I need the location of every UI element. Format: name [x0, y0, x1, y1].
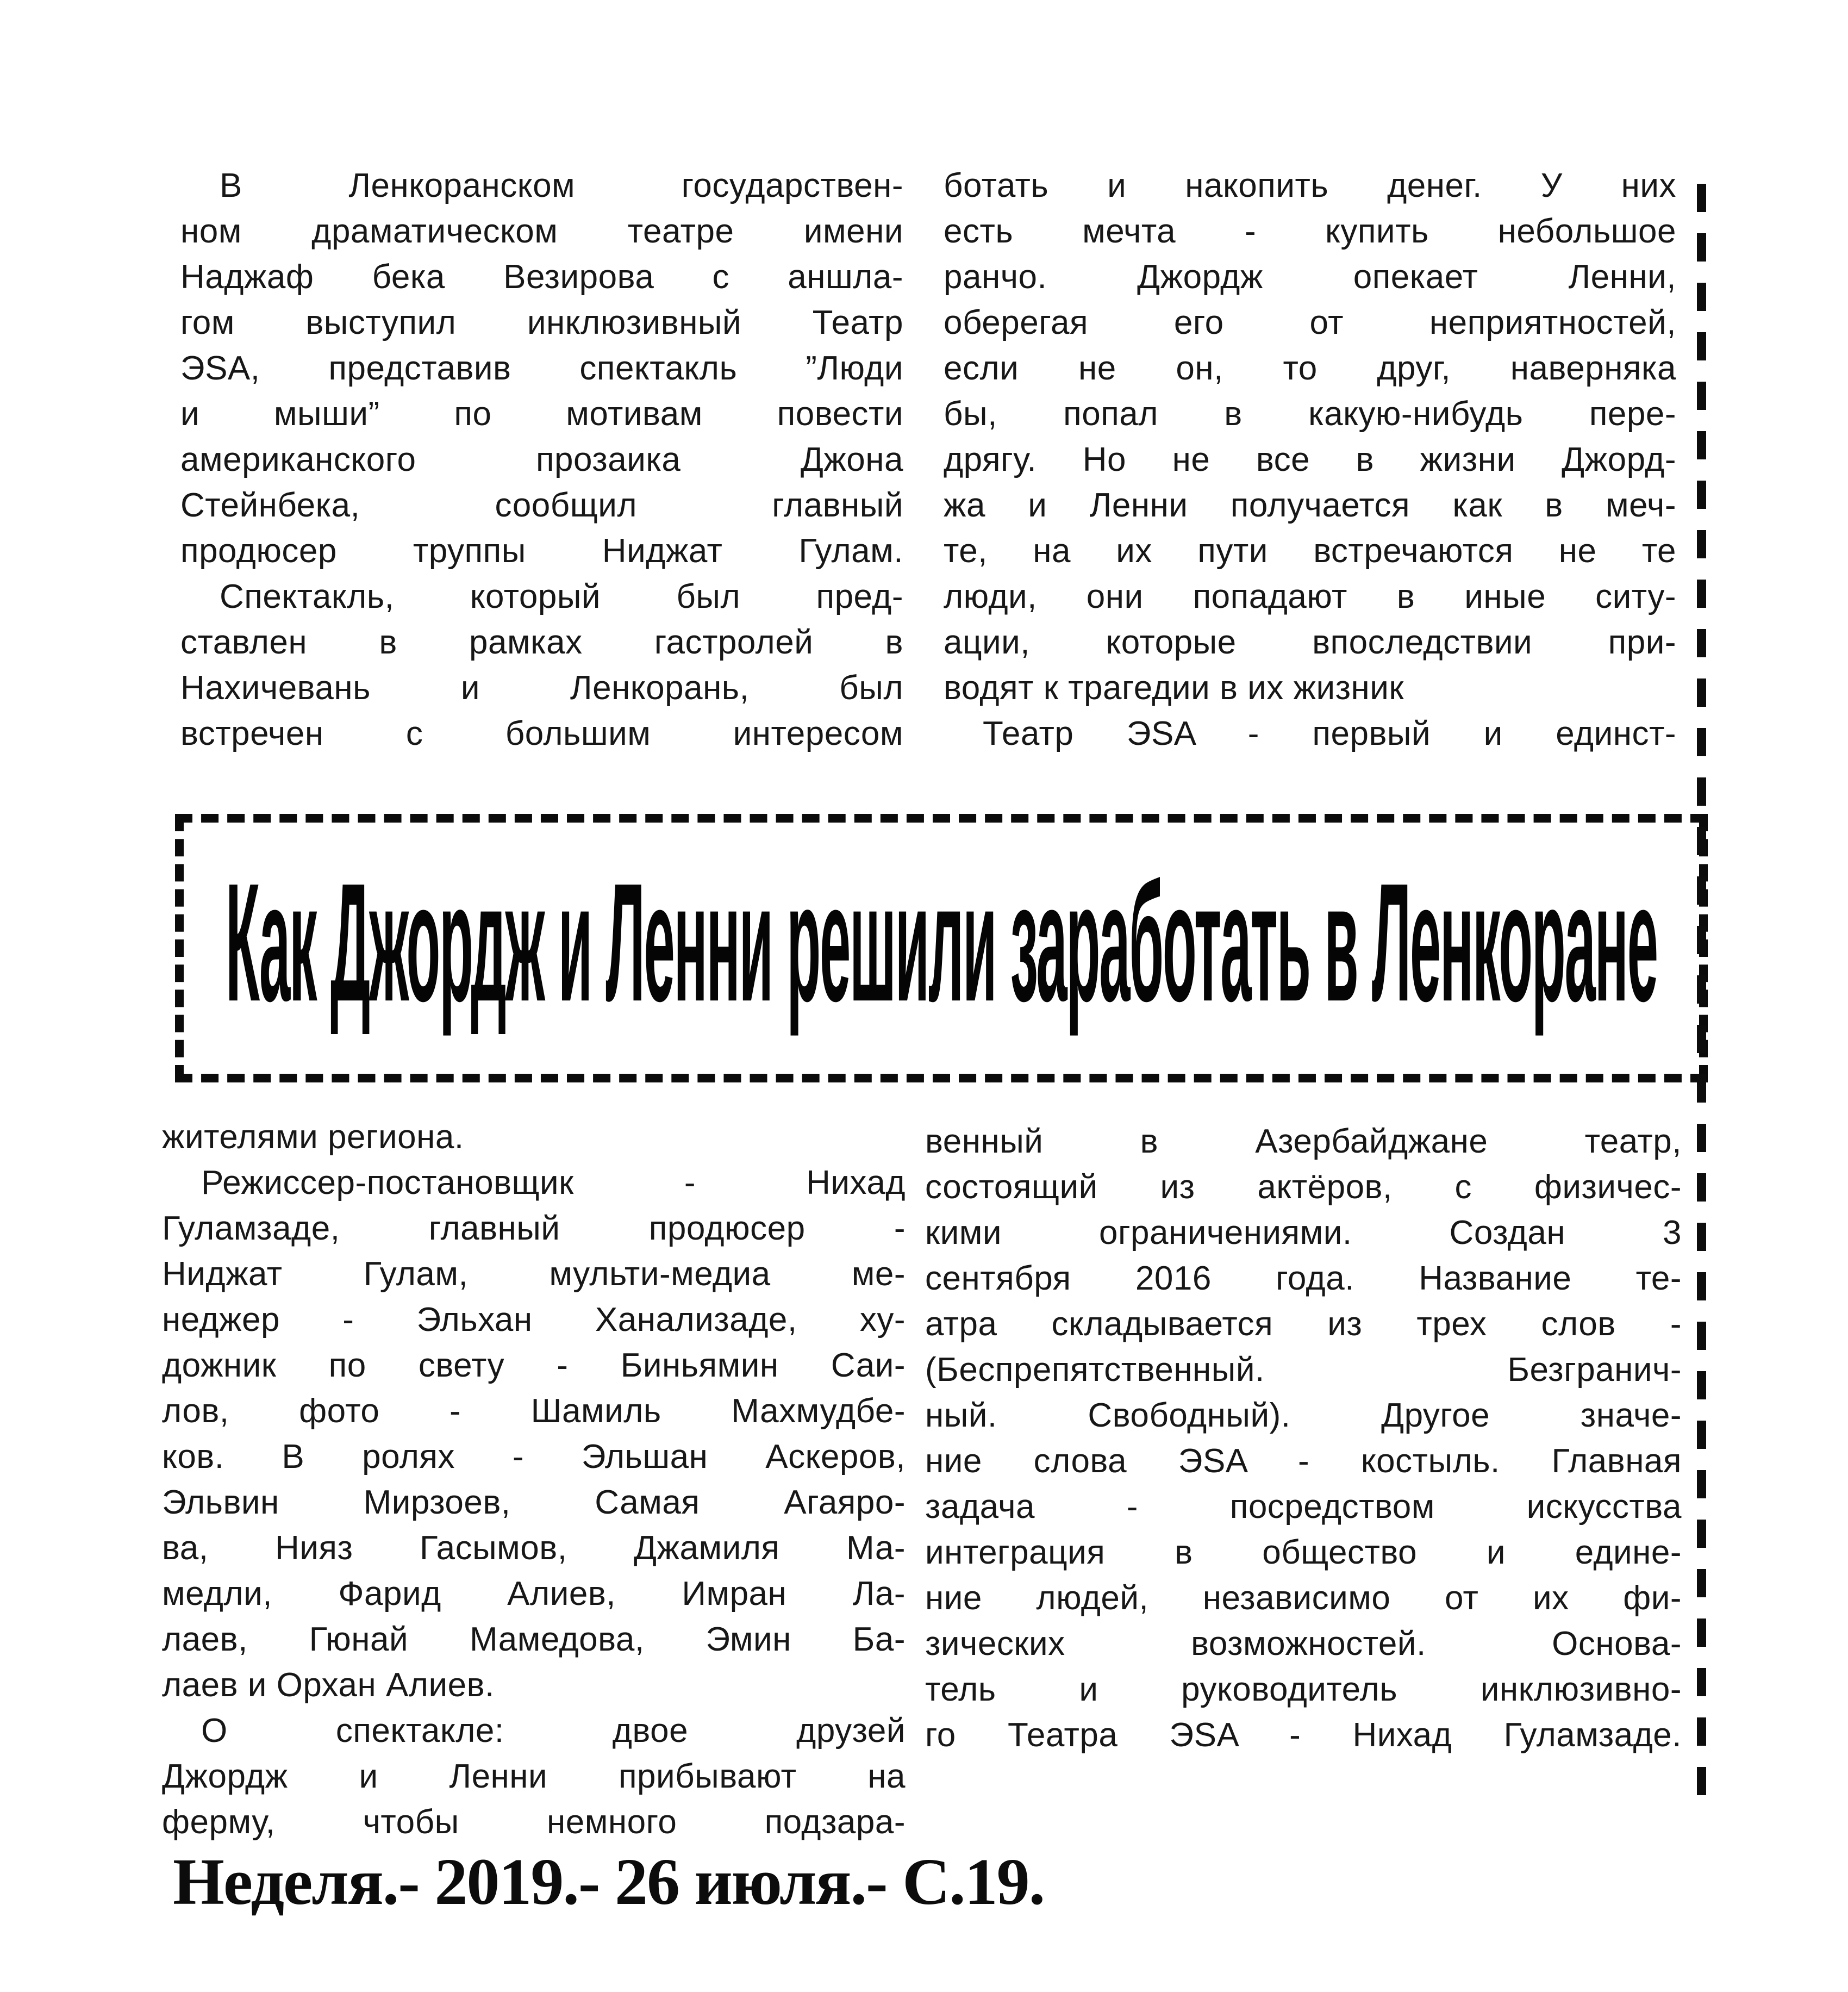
text-line: Ниджат Гулам, мульти-медиа ме-: [162, 1255, 906, 1293]
text-line: го Театра ЭSA - Нихад Гуламзаде.: [925, 1716, 1682, 1754]
text-line: В Ленкоранском государствен-: [220, 167, 903, 204]
text-line: ферму, чтобы немного подзара-: [162, 1803, 906, 1841]
text-line: ва, Нияз Гасымов, Джамиля Ма-: [162, 1529, 906, 1567]
text-line: венный в Азербайджане театр,: [925, 1123, 1682, 1160]
source-citation: Неделя.- 2019.- 26 июля.- С.19.: [173, 1845, 1045, 1919]
headline-dashed-box: [175, 814, 1708, 1082]
text-line: Гуламзаде, главный продюсер -: [162, 1210, 906, 1247]
text-line: и мыши” по мотивам повести: [180, 395, 903, 433]
text-line: состоящий из актёров, с физичес-: [925, 1168, 1682, 1206]
text-line: Эльвин Мирзоев, Самая Агаяро-: [162, 1484, 906, 1521]
text-line: гом выступил инклюзивный Театр: [180, 304, 903, 341]
text-line: Нахичевань и Ленкорань, был: [180, 669, 903, 707]
text-line: О спектакле: двое друзей: [201, 1712, 906, 1750]
text-line: жителями региона.: [162, 1118, 464, 1156]
text-line: сентября 2016 года. Название те-: [925, 1260, 1682, 1297]
text-line: встречен с большим интересом: [180, 715, 903, 752]
text-line: атра складывается из трех слов -: [925, 1305, 1682, 1343]
text-line: ние слова ЭSA - костыль. Главная: [925, 1442, 1682, 1480]
text-line: Джордж и Ленни прибывают на: [162, 1758, 906, 1795]
text-line: (Беспрепятственный. Безгранич-: [925, 1351, 1682, 1389]
text-line: лаев и Орхан Алиев.: [162, 1666, 495, 1704]
text-line: зических возможностей. Основа-: [925, 1625, 1682, 1663]
text-line: ставлен в рамках гастролей в: [180, 624, 903, 661]
text-line: кими ограничениями. Создан 3: [925, 1214, 1682, 1252]
text-line: бы, попал в какую-нибудь пере-: [944, 395, 1676, 433]
text-line: жа и Ленни получается как в меч-: [944, 487, 1676, 524]
text-line: лов, фото - Шамиль Махмудбе-: [162, 1392, 906, 1430]
text-line: американского прозаика Джона: [180, 441, 903, 478]
article-column-top-right: [944, 163, 1676, 757]
text-line: те, на их пути встречаются не те: [944, 532, 1676, 570]
text-line: тель и руководитель инклюзивно-: [925, 1671, 1682, 1708]
text-line: ации, которые впоследствии при-: [944, 624, 1676, 661]
text-line: продюсер труппы Ниджат Гулам.: [180, 532, 903, 570]
text-line: Наджаф бека Везирова с аншла-: [180, 258, 903, 296]
text-line: задача - посредством искусства: [925, 1488, 1682, 1526]
text-line: ЭSA, представив спектакль ”Люди: [180, 350, 903, 387]
text-line: ном драматическом театре имени: [180, 213, 903, 250]
text-line: если не он, то друг, наверняка: [944, 350, 1676, 387]
article-column-bottom-left: [162, 1115, 906, 1845]
article-column-top-left: [180, 163, 903, 757]
text-line: дрягу. Но не все в жизни Джорд-: [944, 441, 1676, 478]
text-line: ков. В ролях - Эльшан Аскеров,: [162, 1438, 906, 1476]
text-line: Спектакль, который был пред-: [220, 578, 903, 615]
text-line: неджер - Эльхан Ханализаде, ху-: [162, 1301, 906, 1339]
article-column-bottom-right: [925, 1119, 1682, 1758]
text-line: дожник по свету - Биньямин Саи-: [162, 1347, 906, 1384]
text-line: ботать и накопить денег. У них: [944, 167, 1676, 204]
text-line: Стейнбека, сообщил главный: [180, 487, 903, 524]
text-line: люди, они попадают в иные ситу-: [944, 578, 1676, 615]
text-line: ранчо. Джордж опекает Ленни,: [944, 258, 1676, 296]
text-line: ный. Свободный). Другое значе-: [925, 1397, 1682, 1434]
text-line: лаев, Гюнай Мамедова, Эмин Ба-: [162, 1621, 906, 1658]
text-line: Режиссер-постановщик - Нихад: [201, 1164, 906, 1202]
text-line: медли, Фарид Алиев, Имран Ла-: [162, 1575, 906, 1613]
text-line: Театр ЭSA - первый и единст-: [983, 715, 1676, 752]
text-line: оберегая его от неприятностей,: [944, 304, 1676, 341]
headline-title: Как Джордж и Ленни решили заработать в Ленкоране: [226, 848, 1657, 1037]
text-line: водят к трагедии в их жизник: [944, 669, 1404, 707]
text-line: есть мечта - купить небольшое: [944, 213, 1676, 250]
clipping-dashed-edge-line: [1697, 184, 1706, 1800]
text-line: интеграция в общество и едине-: [925, 1534, 1682, 1571]
text-line: ние людей, независимо от их фи-: [925, 1579, 1682, 1617]
